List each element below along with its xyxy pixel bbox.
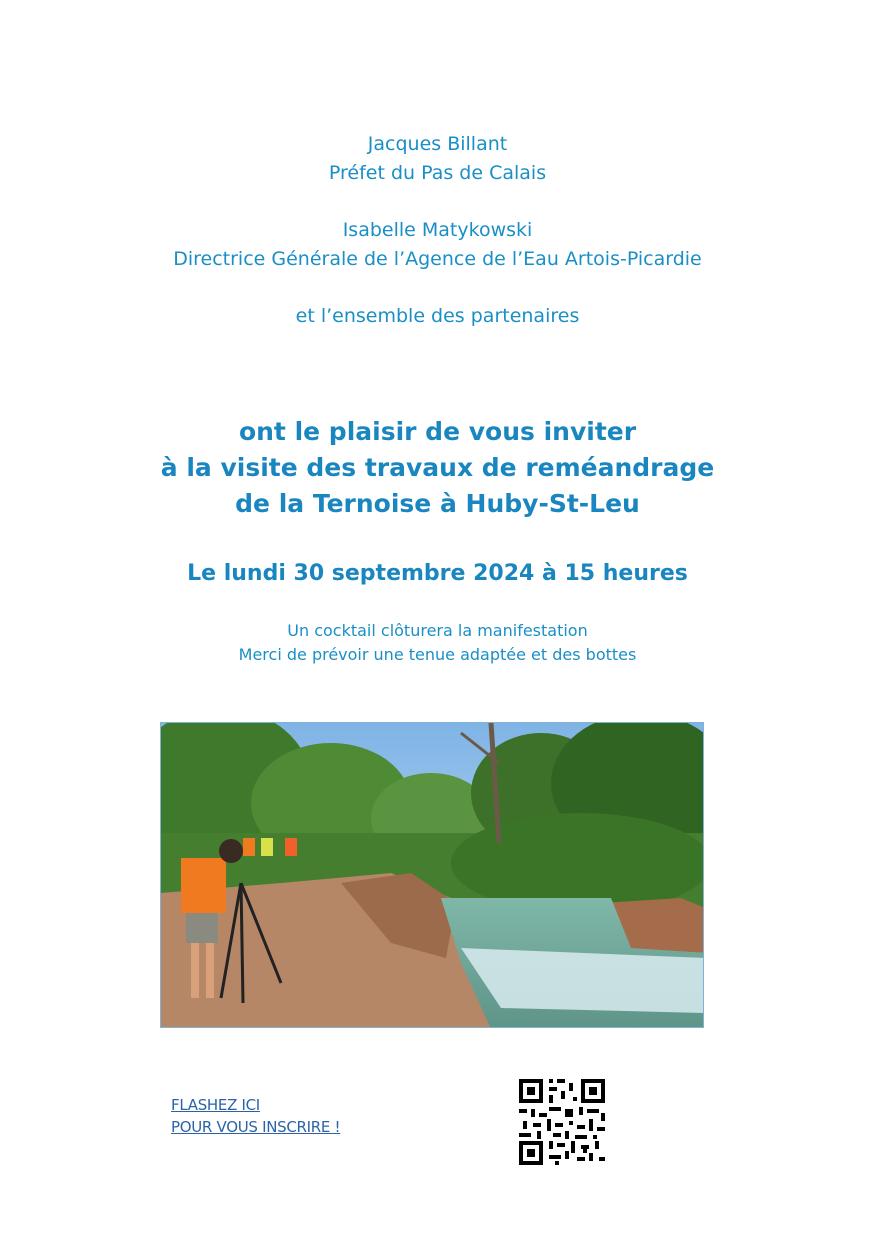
register-link-line-2[interactable]: POUR VOUS INSCRIRE ! <box>171 1118 341 1136</box>
host1-title: Préfet du Pas de Calais <box>328 162 547 184</box>
invitation-line-2: à la visite des travaux de reméandrage <box>160 453 715 482</box>
event-date: Le lundi 30 septembre 2024 à 15 heures <box>187 561 688 586</box>
river-works-illustration <box>161 723 704 1028</box>
host2-title: Directrice Générale de l’Agence de l’Eau Artois-Picardie <box>173 248 702 270</box>
qr-code[interactable] <box>519 1079 605 1165</box>
cocktail-note: Un cocktail clôturera la manifestation <box>287 621 588 640</box>
qr-code-icon <box>519 1079 605 1165</box>
host1-name: Jacques Billant <box>367 133 508 155</box>
invitation-line-1: ont le plaisir de vous inviter <box>238 417 637 446</box>
register-link-line-1[interactable]: FLASHEZ ICI <box>171 1096 260 1114</box>
river-works-photo <box>160 722 704 1028</box>
partners-line: et l’ensemble des partenaires <box>295 305 580 327</box>
invitation-line-3: de la Ternoise à Huby-St-Leu <box>235 489 640 518</box>
host2-name: Isabelle Matykowski <box>342 219 533 241</box>
dress-code-note: Merci de prévoir une tenue adaptée et des bottes <box>238 645 637 664</box>
